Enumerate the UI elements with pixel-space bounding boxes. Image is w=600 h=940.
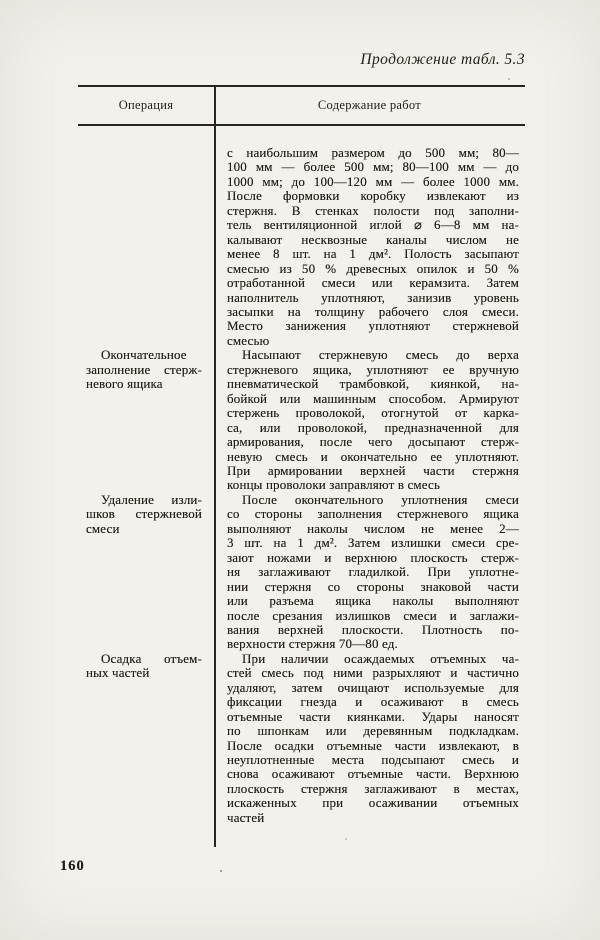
table-row	[78, 493, 525, 652]
content-cell	[214, 493, 525, 652]
content-line: неуплотненные места подсыпают смесь и	[227, 752, 519, 768]
content-line: с наибольшим размером до 500 мм; 80—	[227, 145, 519, 160]
table-header-row	[78, 85, 525, 126]
table-body	[78, 126, 525, 847]
content-line: после срезания излишков смеси и заглажи-	[227, 607, 519, 623]
content-line: тель вентиляционной иглой ⌀ 6—8 мм на-	[227, 217, 519, 233]
operation-cell	[78, 652, 214, 681]
scan-speck	[220, 870, 222, 872]
content-line: снова осаживают отъемные части. Верхнюю	[227, 766, 519, 782]
content-line: смесью из 50 % древесных опилок и 50 %	[227, 260, 519, 276]
content-line: стей смесь под ними разрыхляют и частично	[227, 665, 519, 681]
operation-line: Окончательное	[101, 347, 187, 363]
content-line: 3 шт. на 1 дм². Затем излишки смеси сре-	[227, 535, 519, 551]
content-line: са, или проволокой, предназначенной для	[227, 419, 519, 435]
content-line: стержень проволокой, отогнутой от карка-	[227, 405, 519, 421]
content-line: или разъема ящика наколы выполняют	[227, 593, 519, 609]
content-line: После осадки отъемные части извлекают, в	[227, 737, 519, 753]
operation-line: невого ящика	[86, 376, 163, 392]
content-line: наполнитель уплотняют, занизив уровень	[227, 289, 519, 305]
content-cell	[214, 348, 525, 493]
content-line: калывают несквозные каналы числом не	[227, 231, 519, 247]
content-line: фиксации гнезда и осаживают в смесь	[227, 694, 519, 710]
scan-speck	[508, 78, 510, 80]
table-continuation-title: Продолжение табл. 5.3	[360, 51, 525, 68]
content-line: частей	[227, 809, 265, 825]
content-line: Насыпают стержневую смесь до верха	[242, 347, 519, 363]
content-line: 100 мм — более 500 мм; 80—100 мм — до	[227, 159, 519, 175]
content-line: по шпонкам или деревянным подкладкам.	[227, 723, 519, 739]
table-row	[78, 348, 525, 493]
content-line: менее 8 шт. на 1 дм². Полость засыпают	[227, 246, 519, 262]
content-line: стержневого ящика, уплотняют ее вручную	[227, 361, 519, 377]
content-line: пневматической трамбовкой, киянкой, на-	[227, 376, 519, 392]
content-line: отработанной смеси или керамзита. Затем	[227, 275, 519, 291]
content-line: невую смесь и окончательно ее уплотняют.	[227, 448, 519, 464]
content-line: стержня. В стенках полости под заполни-	[227, 202, 519, 218]
operation-line: Удаление изли-	[101, 491, 202, 507]
table-row	[78, 146, 525, 348]
operation-line: Осадка отъем-	[101, 650, 202, 666]
content-line: При армировании верхней части стержня	[227, 462, 519, 478]
operation-line: смеси	[86, 520, 120, 536]
content-line: армирования, после чего досыпают стерж-	[227, 434, 519, 450]
content-line: концы проволоки заправляют в смесь	[227, 477, 441, 493]
content-line: верхности стержня 70—80 ед.	[227, 636, 398, 652]
content-line: После окончательного уплотнения смеси	[242, 491, 519, 507]
scan-speck	[345, 838, 347, 840]
content-line: плоскость стержня заглаживают в местах,	[227, 780, 519, 796]
operation-line: шков стержневой	[86, 506, 202, 522]
content-cell	[214, 652, 525, 825]
content-line: отъемные части киянками. Удары наносят	[227, 708, 519, 724]
operation-line: заполнение стерж-	[86, 361, 202, 377]
content-line: ня заглаживают гладилкой. При уплотне-	[227, 564, 519, 580]
content-line: удаляют, затем очищают используемые для	[227, 679, 519, 695]
content-line: засыпки на толщину рабочего слоя смеси.	[227, 303, 519, 319]
column-header-content: Содержание работ	[317, 98, 422, 112]
content-line: искаженных при осаживании отъемных	[227, 795, 519, 811]
operations-table	[78, 85, 525, 847]
column-header-operation: Операция	[118, 98, 174, 112]
operation-cell	[78, 348, 214, 391]
content-line: бойкой или машинным способом. Армируют	[227, 390, 519, 406]
page-number: 160	[60, 858, 85, 874]
content-line: нии стержня со стороны знаковой части	[227, 578, 519, 594]
content-line: При наличии осаждаемых отъемных ча-	[242, 650, 519, 666]
operation-line: ных частей	[86, 665, 150, 681]
content-line: зают ножами и верхнюю плоскость стерж-	[227, 549, 519, 565]
content-line: Место занижения уплотняют стержневой	[227, 318, 519, 334]
operation-cell	[78, 493, 214, 536]
content-line: смесью	[227, 332, 270, 348]
content-line: со стороны заполнения стержневого ящика	[227, 506, 519, 522]
content-line: вания верхней плоскости. Плотность по-	[227, 621, 519, 637]
content-line: выполняют наколы числом не менее 2—	[227, 520, 519, 536]
content-line: 1000 мм; до 100—120 мм — более 1000 мм.	[227, 173, 519, 189]
table-row	[78, 652, 525, 825]
content-line: После формовки коробку извлекают из	[227, 188, 519, 204]
content-cell	[214, 146, 525, 348]
